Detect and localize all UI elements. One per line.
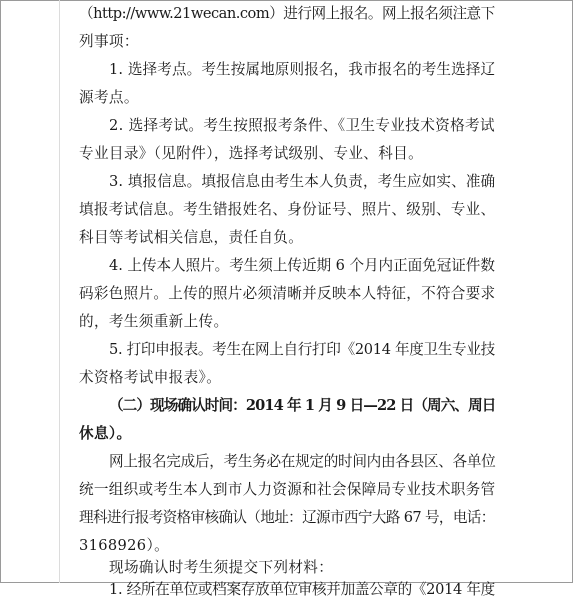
text-line: 源考点。 (79, 89, 139, 106)
text-line: 科目等考试相关信息，责任自负。 (79, 229, 304, 246)
text-line: 理科进行报考资格审核确认（地址：辽源市西宁大路 67 号，电话： (79, 509, 495, 526)
text-line: 现场确认时考生须提交下列材料： (109, 559, 334, 576)
section-heading: （二）现场确认时间：2014 年 1 月 9 日—22 日（周六、周日 (109, 397, 496, 414)
text-line: 列事项： (79, 33, 139, 50)
text-line: 术资格考试申报表》。 (79, 369, 222, 386)
text-line: 5. 打印申报表。考生在网上自行打印《2014 年度卫生专业技 (109, 341, 495, 358)
margin-guide-line (59, 0, 60, 583)
text-line: 码彩色照片。上传的照片必须清晰并反映本人特征，不符合要求 (79, 285, 496, 302)
text-line: 3168926）。 (79, 537, 170, 554)
section-heading: 休息）。 (79, 425, 132, 442)
text-line: 2. 选择考试。考生按照报考条件、《卫生专业技术资格考试 (109, 117, 495, 134)
text-line: 1. 选择考点。考生按属地原则报名，我市报名的考生选择辽 (109, 61, 496, 78)
text-line: （http://www.21wecan.com）进行网上报名。网上报名须注意下 (79, 5, 495, 22)
text-line: 1. 经所在单位或档案存放单位审核并加盖公章的《2014 年度 (109, 581, 495, 598)
text-line: 网上报名完成后，考生务必在规定的时间内由各县区、各单位 (109, 453, 496, 470)
text-line: 填报考试信息。考生错报姓名、身份证号、照片、级别、专业、 (79, 201, 496, 218)
text-line: 统一组织或考生本人到市人力资源和社会保障局专业技术职务管 (79, 481, 496, 498)
text-line: 专业目录》（见附件），选择考试级别、专业、科目。 (79, 145, 424, 162)
text-line: 的，考生须重新上传。 (79, 313, 229, 330)
text-line: 3. 填报信息。填报信息由考生本人负责，考生应如实、准确 (109, 173, 496, 190)
text-line: 4. 上传本人照片。考生须上传近期 6 个月内正面免冠证件数 (109, 257, 495, 274)
